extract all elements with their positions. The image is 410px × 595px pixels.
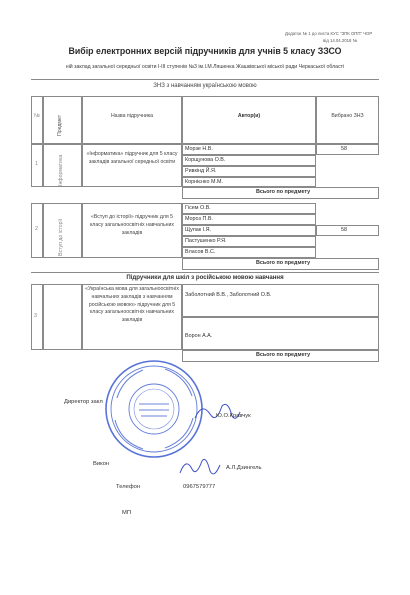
row2-author-4: Пастушенко Р.Я.	[185, 238, 227, 244]
executor-label: Викон	[93, 461, 110, 467]
phone-number: 0967579777	[183, 484, 216, 490]
executor-name: А.Л.Дзингель	[226, 465, 262, 471]
row1-total-label: Всього по предмету	[256, 189, 311, 195]
row2-num: 2	[35, 226, 38, 232]
signature-executor	[178, 455, 222, 481]
phone-label: Телефон	[116, 484, 141, 490]
official-stamp	[103, 358, 205, 460]
section-ua-title: ЗНЗ з навчанням українською мовою	[153, 83, 257, 89]
row2-author-1: Гісем О.В.	[185, 205, 211, 211]
row3-author-2: Ворон А.А.	[185, 333, 213, 339]
row3-num: 3	[34, 313, 37, 319]
header-note-line2: від 14.04.2018 №	[323, 38, 358, 43]
director-name: Ю.О.Кравчук	[216, 413, 251, 419]
row2-chosen-3: 58	[341, 227, 347, 233]
row3-book: «Українська мова для загальноосвітніх навчальних закладів з навчанням російською мовою» підручник для 5 класу загальноосвітніх навчальних закладів	[85, 286, 179, 324]
row3-total-label: Всього по предмету	[256, 352, 311, 358]
row1-author-1: Морзе Н.В.	[185, 146, 213, 152]
row2-author-3: Щупак І.Я.	[185, 227, 212, 233]
row2-total-label: Всього по предмету	[256, 260, 311, 266]
school-name: ній заклад загальної середньої освіти І-ІІІ ступенів №3 ім.І.М.Ляшенка Жашківської міської ради Черкаської області	[65, 64, 345, 70]
document-title: Вибір електронних версій підручників для учнів 5 класу ЗЗСО	[68, 46, 342, 56]
row1-chosen-1: 58	[341, 146, 347, 152]
header-note-line1: Додаток № 1 до листа КУС "ЗПК ОПП" ЧОР	[285, 31, 373, 36]
row2-author-5: Власов В.С.	[185, 249, 216, 255]
row1-author-4: Корнієнко М.М.	[185, 179, 223, 185]
header-author: Автор(и)	[237, 113, 261, 119]
row1-num: 1	[35, 161, 38, 167]
row1-subject: Інформатика	[58, 154, 64, 186]
section-ru-title: Підручники для шкіл з російською мовою навчання	[126, 274, 284, 281]
row3-author-1: Заболотний В.В., Заболотний О.В.	[185, 292, 272, 298]
row2-book: «Вступ до історії» підручник для 5 класу загальноосвітніх навчальних закладів	[89, 214, 175, 236]
row1-author-2: Корщунова О.В.	[185, 157, 226, 163]
rule-top	[31, 79, 379, 80]
row1-book: «Інформатика» підручник для 5 класу закладів загальної середньої освіти	[86, 151, 178, 165]
header-num: №	[34, 113, 40, 119]
row1-author-3: Ривкінд Й.Я.	[185, 168, 217, 174]
mp-label: МП	[122, 510, 131, 516]
row2-author-2: Мороз П.В.	[185, 216, 213, 222]
director-label: Директор закл	[64, 399, 103, 405]
row2-subject: Вступ до історії	[58, 218, 64, 256]
header-subject: Предмет	[57, 114, 63, 136]
header-chosen: Вибрано ЗНЗ	[331, 113, 364, 119]
header-book: Назва підручника	[110, 113, 154, 119]
